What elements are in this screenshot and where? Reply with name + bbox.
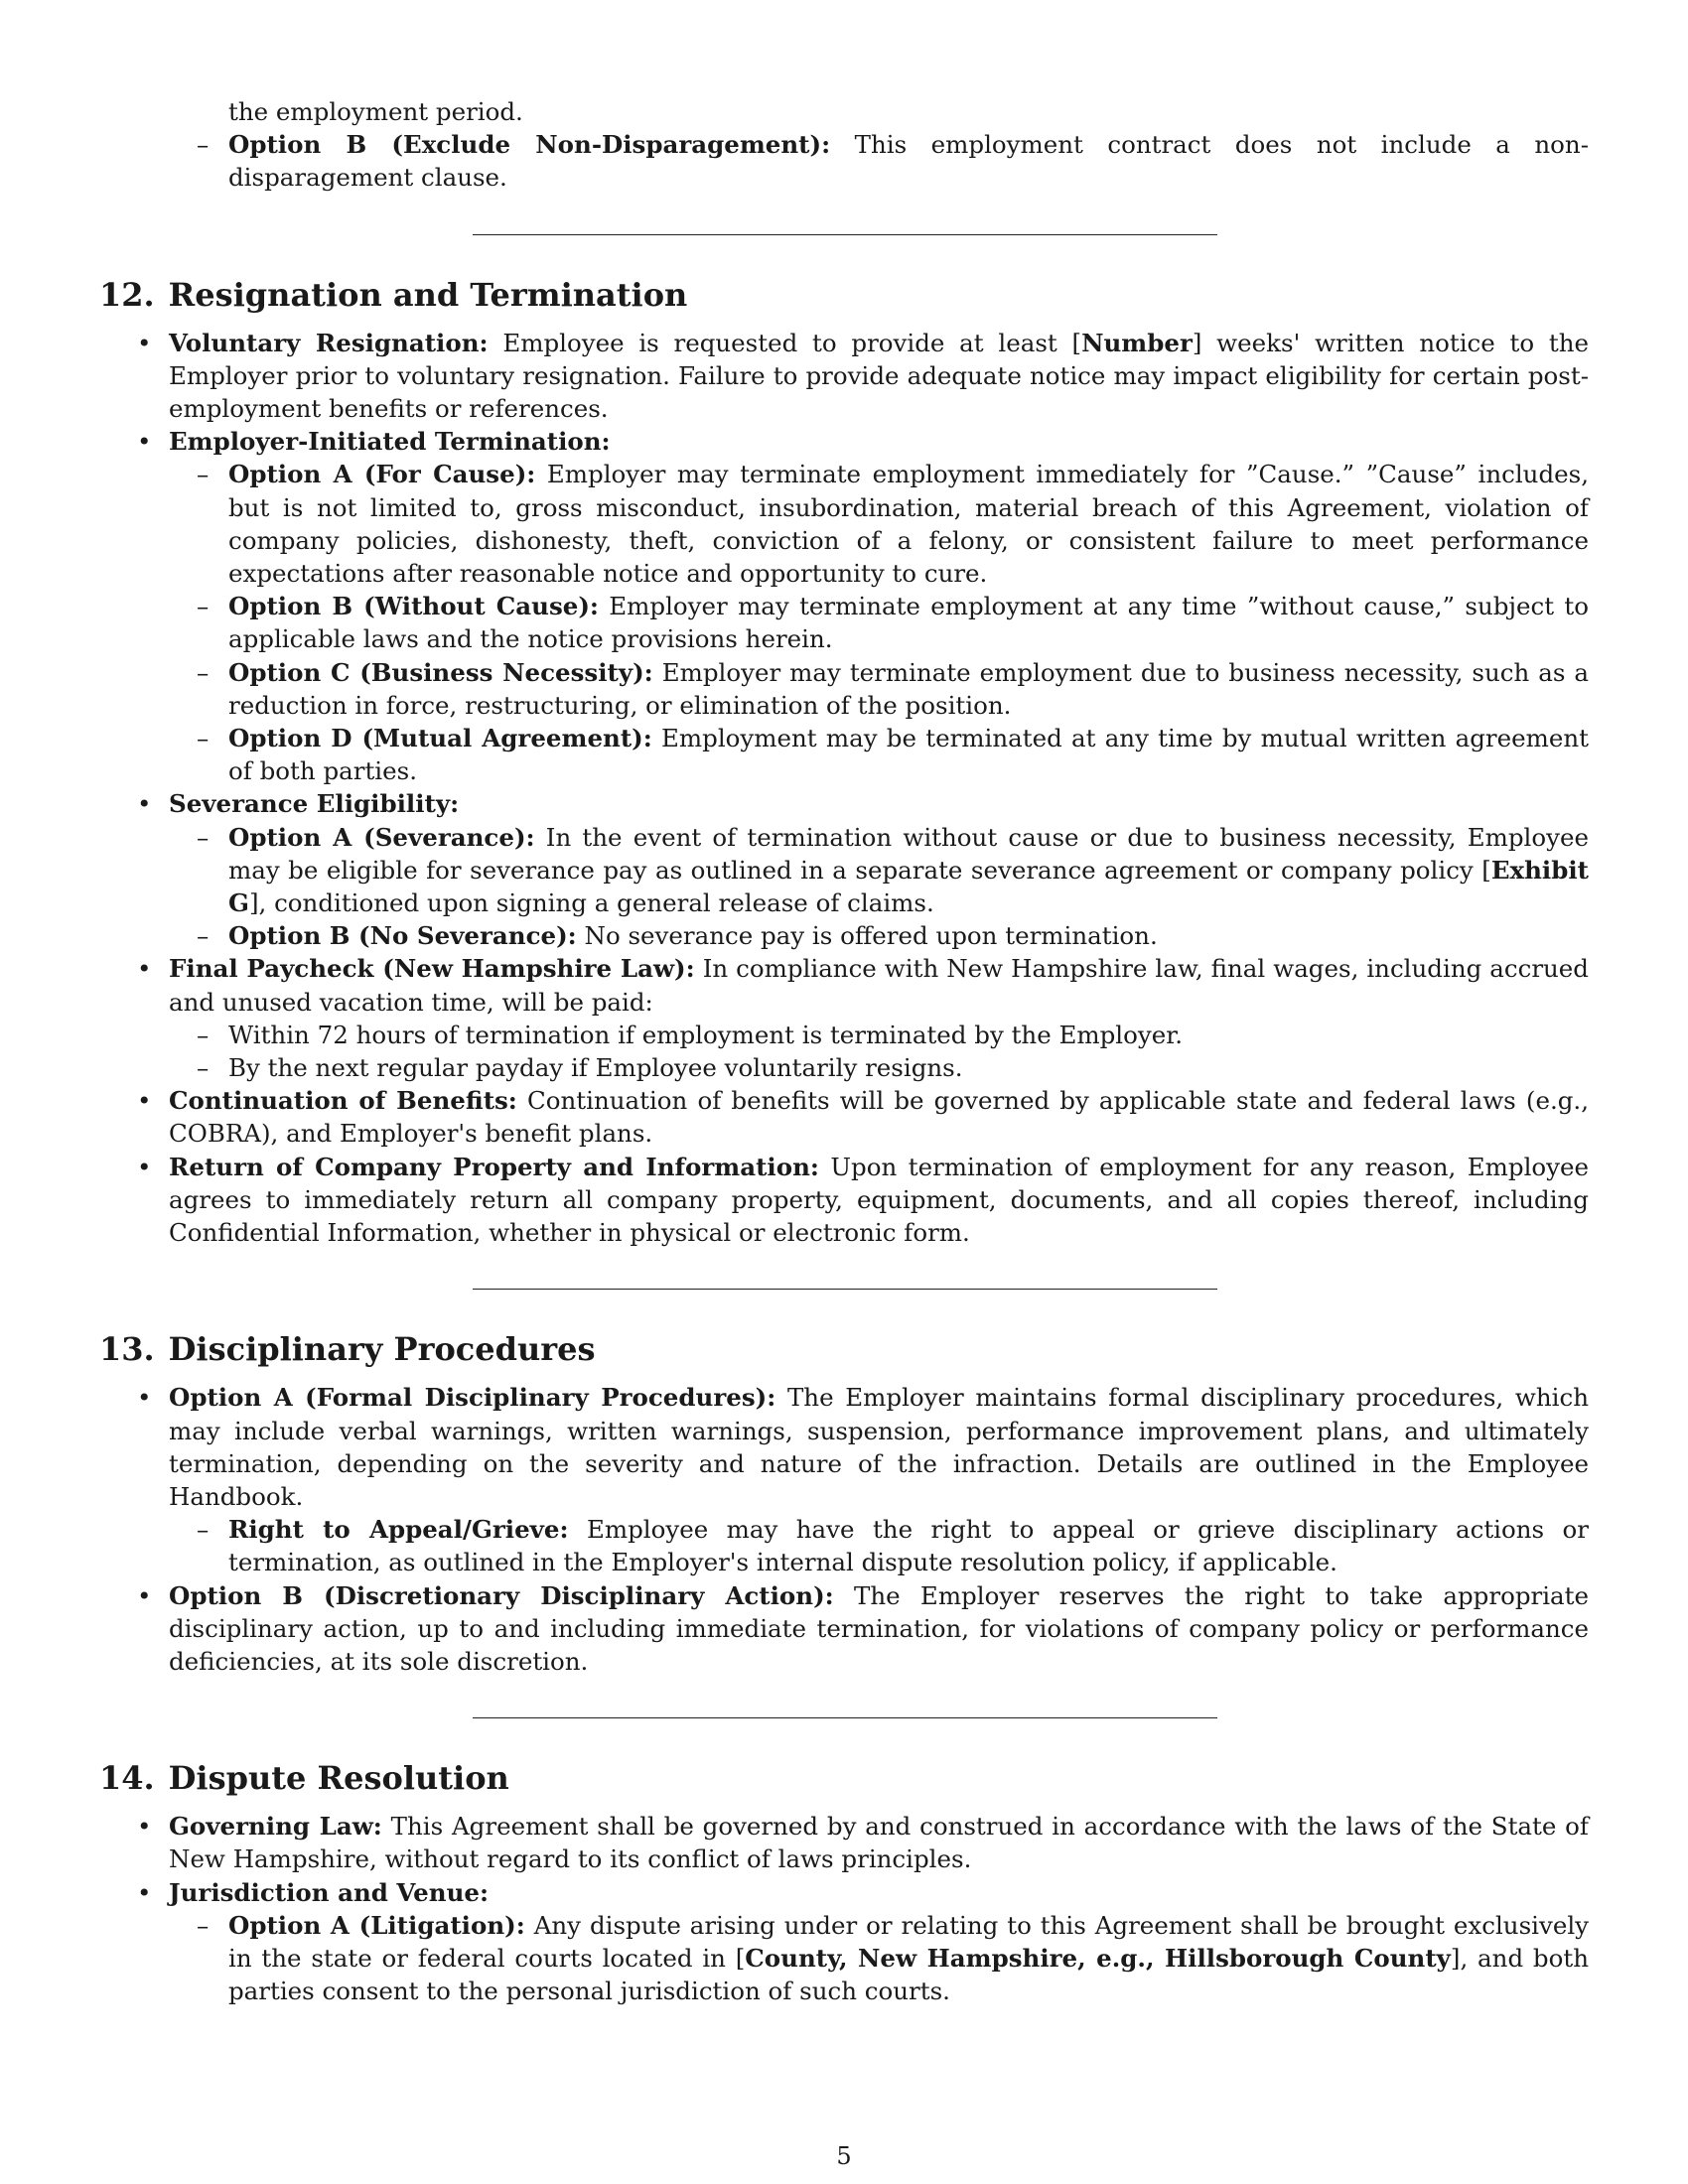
item-label: Continuation of Benefits: [169,1086,517,1116]
severance-eligibility-item [99,787,1589,820]
option-text: This employment contract does not include a non-disparagement clause. [228,130,1589,193]
continuation-line: the employment period. [228,97,523,126]
item-label: Final Paycheck (New Hampshire Law): [169,954,695,984]
section-number: 12. [99,275,155,314]
governing-law-item: • Governing Law: This Agreement shall be governed by and construed in accordance with the laws of the State of New Hampshire, without regard to its conflict of laws principles. [99,1810,1589,1875]
section-divider [473,1717,1217,1718]
jurisdiction-venue-item [99,1876,1589,1909]
termination-option-b: – Option B (Without Cause): Employer may terminate employment at any time ”without cause,” subject to applicable laws and the notice provisions herein. [99,590,1589,655]
discretionary-disciplinary-option: • Option B (Discretionary Disciplinary Action): The Employer reserves the right to take appropriate disciplinary action, up to and including immediate termination, for violations of company policy or performance deficiencies, at its sole discretion. [99,1579,1589,1679]
final-paycheck-subitem: – By the next regular payday if Employee voluntarily resigns. [99,1051,1589,1084]
severance-option-b: – Option B (No Severance): No severance pay is offered upon termination. [99,919,1589,952]
voluntary-resignation-item: • Voluntary Resignation: Employee is requested to provide at least [Number] weeks' written notice to the Employer prior to voluntary resignation. Failure to provide adequate notice may impact eligibility for certain post-employment benefits or references. [99,327,1589,426]
item-label: Severance Eligibility: [169,789,460,819]
termination-option-a: – Option A (For Cause): Employer may terminate employment immediately for ”Cause.” ”Cause” includes, but is not limited to, gross misconduct, insubordination, material breach of this Agreement, violation of company policies, dishonesty, theft, conviction of a felony, or consistent failure to meet performance expectations after reasonable notice and opportunity to cure. [99,458,1589,590]
item-label: Jurisdiction and Venue: [169,1877,490,1907]
section-number: 13. [99,1330,155,1369]
placeholder-county: County, New Hampshire, e.g., Hillsborough County [745,1943,1451,1973]
section-title: Dispute Resolution [168,1759,509,1798]
section-divider [473,1289,1217,1290]
termination-option-c: – Option C (Business Necessity): Employer may terminate employment due to business necessity, such as a reduction in force, restructuring, or elimination of the position. [99,656,1589,722]
section-title: Disciplinary Procedures [168,1330,596,1369]
item-label: Option B (Discretionary Disciplinary Action): [169,1580,834,1610]
item-label: Governing Law: [169,1812,382,1842]
item-label: Option A (Formal Disciplinary Procedures): [169,1383,776,1413]
litigation-option: – Option A (Litigation): Any dispute arising under or relating to this Agreement shall be brought exclusively in the state or federal courts located in [County, New Hampshire, e.g., Hillsborough County], and both parties consent to the personal jurisdiction of such courts. [99,1909,1589,2008]
section-12-heading [99,275,1589,315]
section-title: Resignation and Termination [168,275,688,314]
continuation-of-benefits-item: • Continuation of Benefits: Continuation of benefits will be governed by applicable state and federal laws (e.g., COBRA), and Employer's benefit plans. [99,1084,1589,1150]
final-paycheck-item: • Final Paycheck (New Hampshire Law): In compliance with New Hampshire law, final wages, including accrued and unused vacation time, will be paid: [99,952,1589,1018]
termination-option-d: – Option D (Mutual Agreement): Employment may be terminated at any time by mutual written agreement of both parties. [99,722,1589,787]
item-label: Employer-Initiated Termination: [169,427,611,457]
page-number: 5 [836,2142,852,2170]
section-divider [473,234,1217,235]
employer-initiated-termination-item [99,425,1589,458]
placeholder-exhibit: Exhibit G [228,855,1589,918]
non-disparagement-option-b [99,128,1589,194]
option-label: Option B (Exclude Non-Disparagement): [228,130,831,160]
formal-disciplinary-option: • Option A (Formal Disciplinary Procedures): The Employer maintains formal disciplinary procedures, which may include verbal warnings, written warnings, suspension, performance improvement plans, and ultimately termination, depending on the severity and nature of the infraction. Details are outlined in the Employee Handbook. [99,1381,1589,1513]
item-label: Voluntary Resignation: [169,328,489,357]
section-13-heading [99,1329,1589,1369]
item-label: Return of Company Property and Information: [169,1152,819,1181]
placeholder-number: Number [1081,328,1193,357]
section-number: 14. [99,1759,155,1798]
final-paycheck-subitem: – Within 72 hours of termination if employment is terminated by the Employer. [99,1019,1589,1051]
section-14-heading [99,1758,1589,1798]
return-of-property-item: • Return of Company Property and Information: Upon termination of employment for any reason, Employee agrees to immediately return all company property, equipment, documents, and all copies thereof, including Confidential Information, whether in physical or electronic form. [99,1151,1589,1250]
right-to-appeal-subitem: – Right to Appeal/Grieve: Employee may have the right to appeal or grieve disciplinary actions or termination, as outlined in the Employer's internal dispute resolution policy, if applicable. [99,1513,1589,1578]
document-page [99,95,1589,2007]
severance-option-a: – Option A (Severance): In the event of termination without cause or due to business necessity, Employee may be eligible for severance pay as outlined in a separate severance agreement or company policy [Exhibit G], conditioned upon signing a general release of claims. [99,821,1589,920]
